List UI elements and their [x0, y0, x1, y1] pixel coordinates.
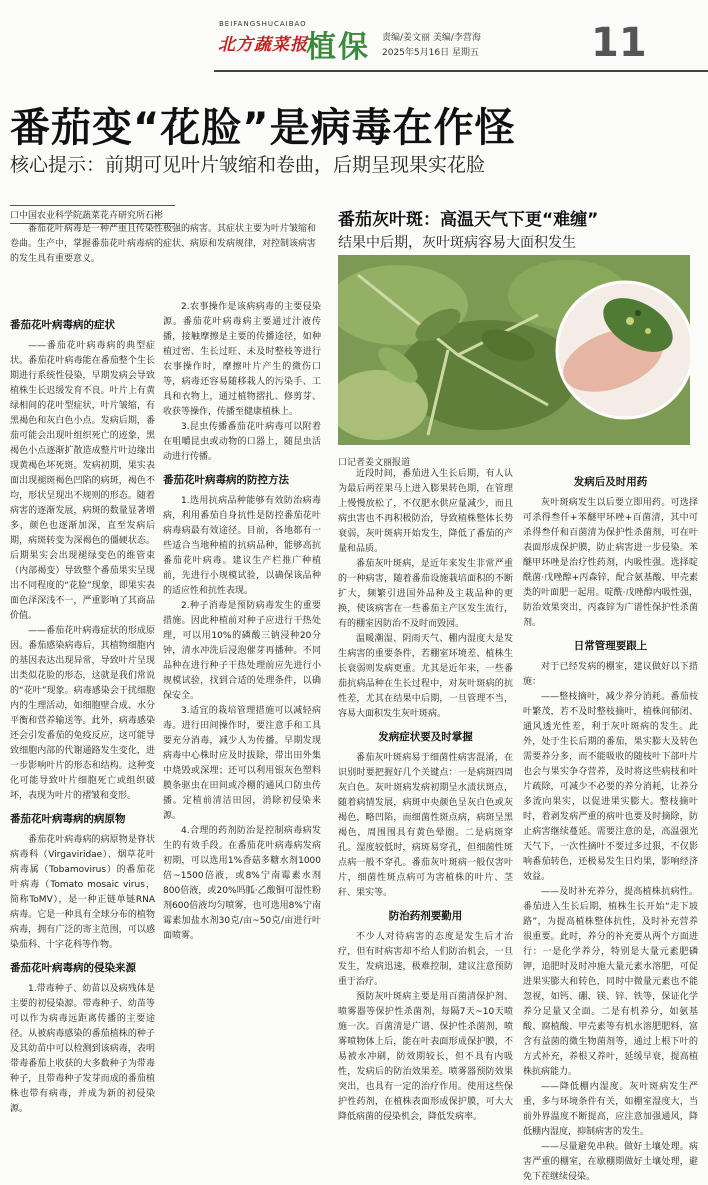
right-article-subtitle: 结果中后期，灰叶斑病容易大面积发生 [338, 235, 576, 251]
photo-illustration [338, 255, 690, 445]
section-heading: 番茄花叶病毒病的病原物 [10, 813, 126, 825]
masthead [0, 0, 708, 92]
paragraph: ——降低棚内湿度。灰叶斑病发生严重，多与环境条件有关，如棚室湿度大，当前外界温度不断提高，应注意加强通风，降低棚内湿度，抑制病害的发生。 [523, 1082, 698, 1137]
right-column-2 [523, 467, 698, 1185]
section-heading: 番茄花叶病毒病的侵染来源 [10, 962, 136, 974]
paragraph: 不少人对待病害的态度是发生后才治疗，但有时病害却不给人们防治机会，一旦发生，发病迅速，极难控制，建议注意预防重于治疗。 [338, 932, 513, 987]
paragraph: 预防灰叶斑病主要是用百菌清保护剂、喷雾器等保护性杀菌剂，每隔7天~10天喷施一次。百菌清是广谱、保护性杀菌剂，喷雾喷物体上后，能在叶表面形成保护膜，不易被水冲刷，防效期较长，但不具有内吸性，发病后的防治效果差。喷雾器预防效果突出，也具有一定的治疗作用。使用这些保护性药剂，在植株表面形成保护膜，可大大降低病菌的侵染机会，降低发病率。 [338, 992, 513, 1122]
paragraph: 温暖潮湿、阴雨天气、棚内湿度大是发生病害的重要条件，若棚室环境差、植株生长衰弱则发病更重。尤其是近年来，一些番茄抗病品种在生长过程中，对灰叶斑病的抗性差，尤其在结果中后期，一旦管理不当，容易大面积发生灰叶斑病。 [338, 634, 513, 719]
paragraph: ——番茄花叶病毒症状的形成原因。番茄感染病毒后，其植物细胞内的基因表达出现异常，导致叶片呈现出类似花脸的形态，这就是我们常说的“花叶”现象。病毒感染会干扰细胞内的生理活动，如细胞壁合成、水分平衡和营养输送等。此外，病毒感染还会引发番茄的免疫反应，这可能导致细胞内部的代谢通路发生变化，进一步影响叶片的形态和结构。这种变化可能导致叶片细胞死亡或组织破坏，表现为叶片的褶皱和变形。 [10, 626, 155, 801]
right-article-title: 番茄灰叶斑：高温天气下更“难缠” [338, 210, 599, 230]
page-headline: 番茄变“花脸”是病毒在作怪 [10, 105, 516, 151]
masthead-pinyin: BEIFANGSHUCAIBAO [219, 20, 307, 28]
section-name: 植保 [306, 30, 370, 65]
section-heading: 番茄花叶病毒病的症状 [10, 319, 115, 331]
page-subhead: 核心提示：前期可见叶片皱缩和卷曲，后期呈现果实花脸 [10, 154, 486, 176]
paragraph: 番茄灰叶斑病，是近年来发生非常严重的一种病害，随着番茄设施栽培面积的不断扩大，频繁引进国外品种及主栽品种的更换，使该病害在一些番茄主产区发生流行，有的棚室因防治不及时而毁园。 [338, 559, 513, 629]
masthead-rule [214, 70, 708, 72]
paragraph: 近段时间，番茄进入生长后期，有人认为最后两茬果马上进入膨果转色期，在管理上慢慢放松了，不仅肥水供应量减少，而且病虫害也不再积极防治，导致植株整体长势衰弱，灰叶斑病开始发生，降低了番茄的产量和品质。 [338, 469, 513, 554]
section-heading: 发病后及时用药 [573, 476, 648, 488]
paragraph: 2.种子消毒是预防病毒发生的重要措施。因此种植前对种子应进行干热处理，可以用10%的磷酸三钠浸种20分钟，清水冲洗后浸泡催芽再播种。不同品种在进行种子干热处理前应先进行小规模试验，找到合适的处理条件，以确保安全。 [163, 601, 321, 701]
paragraph: 4.合理的药剂防治是控制病毒病发生的有效手段。在番茄花叶病毒病发病初期，可以选用1%香菇多糖水剂1000倍~1500倍液，或8%宁南霉素水剂800倍液，或20%吗胍·乙酸铜可湿性粉剂600倍液均匀喷雾，也可选用8%宁南霉素加盐水剂30克/亩~50克/亩进行叶面喷雾。 [163, 826, 321, 941]
left-column-1 [10, 310, 155, 1117]
newspaper-logo: 北方蔬菜报 [218, 35, 308, 55]
paragraph: 1.选用抗病品种能够有效防治病毒病，利用番茄自身抗性是防控番茄花叶病毒病最有效途径。目前，各地都有一些适合当地种植的抗病品种，能够高抗番茄花叶病毒。建议生产栏推广种植前，先进行小规模试验，以确保该品种的适应性和抗性表现。 [163, 496, 321, 596]
paragraph: ——整枝摘叶，减少养分消耗。番茄枝叶繁茂，若不及时整枝摘叶，植株间郁闭、通风透光性差，利于灰叶斑病的发生。此外，处于生长后期的番茄，果实膨大及转色需要养分多，而不能吸收的随枝叶下部叶片也会与果实争夺营养，及时将这些病枝和叶片疏除，可减少不必要的养分消耗，让养分多流向果实，以促进果实膨大。整枝摘叶时，着剥发病严重的病叶也要及时摘除，防止病害继续蔓延。需要注意的是，高温强光天气下，一次性摘叶不要过多过狠，不仅影响番茄转色，还极易发生日灼果，影响经济效益。 [523, 692, 698, 882]
paragraph: 3.适宜的栽培管理措施可以减轻病毒。进行田间操作时，要注意手和工具要充分消毒，减少人为传播。早期发现病毒中心株时应及时拔除，带出田外集中烧毁或深埋；还可以利用银灰色塑料膜条驱虫在田间或冷棚的通风口防虫传播。定植前清洁田园，消除初侵染来源。 [163, 706, 321, 821]
paragraph: 1.带毒种子、幼苗以及病残体是主要的初侵染源。带毒种子、幼苗等可以作为病毒远距离传播的主要途径。从被病毒感染的番茄植株的种子及其幼苗中可以检测到该病毒，表明带毒番茄上收获的大多数种子为带毒种子，且带毒种子发芽而成的番茄植株也带有病毒，并成为新的初侵染源。 [10, 984, 155, 1114]
article-source: 口中国农业科学院蔬菜花卉研究所石彬 [10, 205, 175, 224]
section-heading: 番茄花叶病毒病的防控方法 [163, 474, 289, 486]
dateline: 2025年5月16日 星期五 [382, 48, 479, 58]
editors-line: 责编/姜文丽 美编/李营海 [382, 33, 481, 43]
paragraph: 2.农事操作是该病病毒的主要侵染源。番茄花叶病毒病主要通过汁液传播，接触摩擦是主要的传播途径，如种植过密、生长过旺、未及时整枝等进行农事操作时，摩擦叶片产生的微伤口等，病毒还容易随移栽人的污染手、工具和衣物上，通过植物摺扎、修剪芽、收获等操作，传播至健康植株上。 [163, 302, 321, 417]
tomato-leaf-photo [338, 255, 690, 445]
left-column-2 [163, 300, 321, 944]
paragraph: 3.昆虫传播番茄花叶病毒可以附着在咀嚼昆虫或动物的口器上，随昆虫活动进行传播。 [163, 422, 321, 462]
paragraph: 番茄灰叶斑病易于细菌性病害混淆，在识别时要把握好几个关键点：一是病斑四周灰白色。灰叶斑病发病初期呈水渍状斑点，随着病情发展，病斑中央颜色呈灰白色或灰褐色，略凹陷，而细菌性斑点病，病斑呈黑褐色，周围围具有黄色晕圈。二是病斑穿孔。湿度较低时，病斑易穿孔，但细菌性斑点病一般不穿孔。番茄灰叶斑病一般仅害叶片，细菌性斑点病可为害植株的叶片、茎秆、果实等。 [338, 753, 513, 898]
paragraph: ——尽量避免串秧。做好土壤处理。病害严重的棚室，在歇棚期做好土壤处理，避免下茬继续侵染。 [523, 1142, 698, 1182]
reporter-byline: 口记者姜文丽报道 [338, 458, 411, 468]
section-heading: 防治药剂要勤用 [388, 910, 463, 922]
article-lead: 番茄花叶病毒是一种严重且传染性极强的病害。其症状主要为叶片皱缩和卷曲。生产中，掌握番茄花叶病毒病的症状、病原和发病规律，对控制该病害的发生具有重要意义。 [10, 224, 317, 264]
section-heading: 发病症状要及时掌握 [378, 731, 473, 743]
paragraph: 灰叶斑病发生以后要立即用药。可选择可杀得叁仟+苯醚甲环唑+百菌清，其中可杀得叁仟和百菌清为保护性杀菌剂，可在叶表面形成保护膜，防止病害进一步侵染。苯醚甲环唑是治疗性药剂，内吸性强。选择啶酰菌·戊唑醇+丙森锌，配合氨基酸、甲壳素类的叶面肥一起用。啶酰·戊唑醇内吸性强，防治效果突出，丙森锌为广谱性保护性杀菌剂。 [523, 498, 698, 628]
paragraph: 对于已经发病的棚室，建议做好以下措施： [523, 662, 698, 687]
section-heading: 日常管理要跟上 [573, 640, 648, 652]
page-number: 11 [591, 20, 647, 66]
paragraph: ——番茄花叶病毒病的典型症状。番茄花叶病毒能在番茄整个生长期进行系统性侵染，早期发病会导致植株生长迟缓发育不良。叶片上有黄绿相间的花叶型症状，叶片皱缩，有黑褐色和灰白色小点。发病后期，番茄可能会出现叶组织死亡的迹象，黑褐色小点逐渐扩散造成整片叶边缘出现黄褐色坏死斑。发病初期，果实表面出现褪斑褐色凹陷的病斑，褐色不均，形状呈现出不规则的形态。随着病害的逐渐发展，病斑的数量显著增多，颜色也逐渐加深，直至发病后期，病斑转变为深褐色的僵硬状态。后期果实会出现褪绿变色的维管束（内部褐变）导致整个番茄果实呈现出不同程度的“花脸”现象，即果实表面色泽深浅不一，严重影响了其商品价值。 [10, 341, 155, 621]
paragraph: ——及时补充养分，提高植株抗病性。番茄进入生长后期，植株生长开始“走下坡路”，为提高植株整体抗性，及时补充营养很重要。此时，养分的补充要从两个方面进行：一是化学养分，特别是大量元素肥磷钾，追肥时及时冲施大量元素水溶肥，可促进果实膨大和转色，同时中微量元素也不能忽视，如钙、硼、镁、锌、铁等，保证化学养分足量又全面。二是有机养分，如氨基酸、腐植酸、甲壳素等有机水溶肥肥料，富含有益菌的微生物菌剂等，通过上根下叶的方式补充，养根又养叶，延缓早衰，提高植株抗病能力。 [523, 887, 698, 1077]
paragraph: 番茄花叶病毒病的病原物是脊状病毒科（Virgaviridae）、烟草花叶病毒属（Tobamovirus）的番茄花叶病毒（Tomato mosaic virus，简称ToMV），是一种正链单链RNA病毒。它是一种具有全球分布的植物病毒，拥有广泛的寄主范围，可以感染茄科、十字花科等作物。 [10, 835, 155, 950]
right-column-1 [338, 467, 513, 1125]
